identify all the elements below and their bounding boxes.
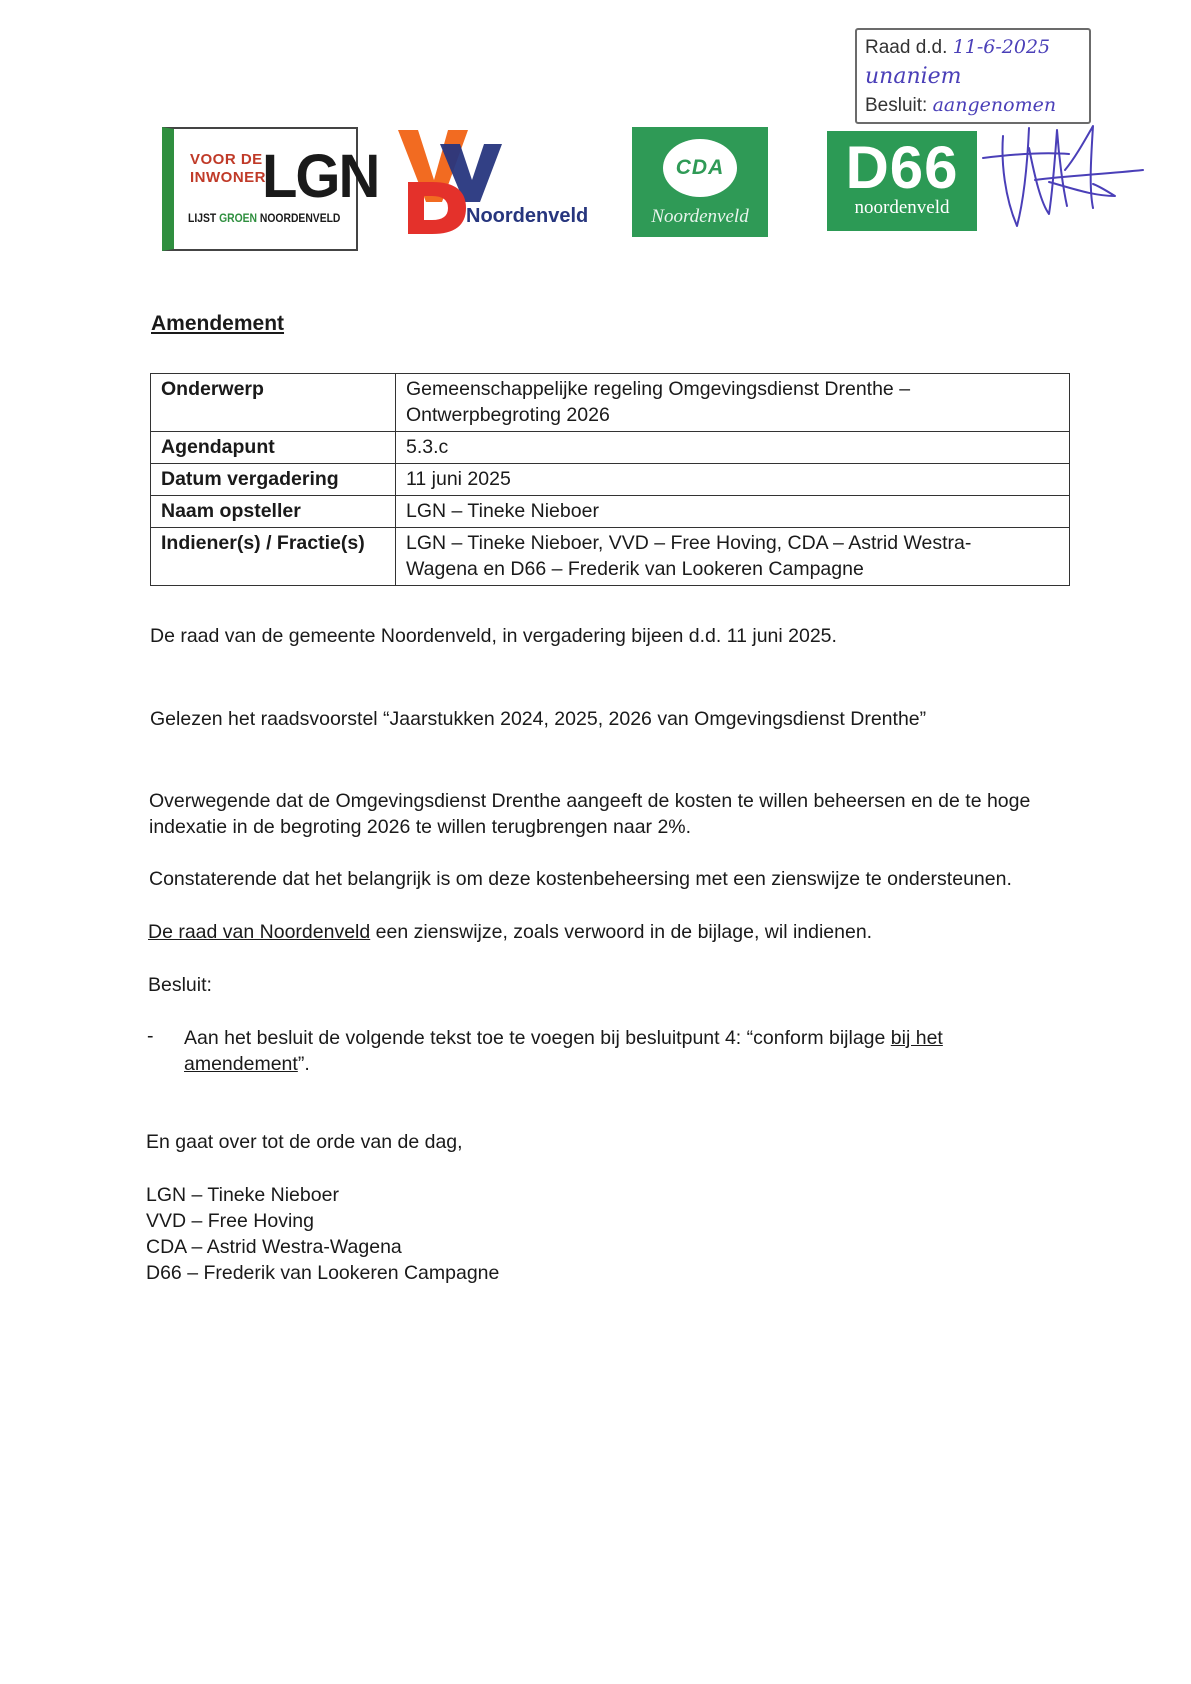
table-row — [151, 432, 1070, 464]
d66-logo — [827, 131, 977, 231]
gelezen-paragraph: Gelezen het raadsvoorstel “Jaarstukken 2024, 2025, 2026 van Omgevingsdienst Drenthe” — [150, 708, 927, 730]
table-value — [396, 374, 1070, 432]
stamp-besluit-label: Besluit: — [865, 95, 928, 116]
table-row — [151, 496, 1070, 528]
vvd-city: Noordenveld — [466, 205, 589, 227]
besluit-label: Besluit: — [148, 974, 212, 996]
lgn-logo — [162, 127, 379, 251]
intro-paragraph: De raad van de gemeente Noordenveld, in vergadering bijeen d.d. 11 juni 2025. — [150, 625, 837, 647]
lgn-tagline — [190, 151, 266, 187]
table-label: Onderwerp — [151, 374, 396, 432]
signatory: D66 – Frederik van Lookeren Campagne — [146, 1262, 500, 1284]
overwegende-line: Overwegende dat de Omgevingsdienst Drenthe aangeeft de kosten te willen beheersen en de te hoge — [149, 790, 1031, 812]
overwegende-line: indexatie in de begroting 2026 te willen terugbrengen naar 2%. — [149, 816, 692, 838]
lgn-subtitle — [188, 213, 340, 225]
besluit-bullet — [184, 1025, 943, 1077]
table-value: 5.3.c — [396, 432, 1070, 464]
besluit-bullet-line2 — [184, 1051, 943, 1077]
signatory: VVD – Free Hoving — [146, 1210, 314, 1232]
handwritten-signature — [975, 118, 1145, 233]
amendment-info-table — [150, 373, 1070, 586]
raad-rest: een zienswijze, zoals verwoord in de bijlage, wil indienen. — [370, 921, 873, 943]
stamp-besluit-value: aangenomen — [932, 94, 1057, 116]
bullet-dash: - — [147, 1025, 154, 1047]
closing-line: En gaat over tot de orde van de dag, — [146, 1131, 463, 1153]
lgn-sub-lijst: LIJST — [188, 213, 217, 225]
received-stamp — [855, 28, 1091, 124]
bullet-text: ”. — [297, 1053, 310, 1075]
bullet-underlined: amendement — [184, 1053, 298, 1075]
lgn-sub-noordenveld: NOORDENVELD — [259, 213, 341, 225]
constaterende-paragraph: Constaterende dat het belangrijk is om deze kostenbeheersing met een zienswijze te ondersteunen. — [149, 868, 1012, 890]
table-row — [151, 464, 1070, 496]
bullet-text: Aan het besluit de volgende tekst toe te voegen bij besluitpunt 4: “conform bijlage — [184, 1027, 891, 1049]
table-label: Naam opsteller — [151, 496, 396, 528]
signatories-list — [146, 1182, 499, 1286]
table-row — [151, 374, 1070, 432]
bullet-underlined: bij het — [890, 1027, 943, 1049]
table-value-line: Wagena en D66 – Frederik van Lookeren Campagne — [406, 558, 864, 580]
lgn-tagline-line1: VOOR DE — [190, 151, 263, 168]
document-heading: Amendement — [151, 312, 285, 335]
table-value-line: Ontwerpbegroting 2026 — [406, 404, 610, 426]
stamp-handwritten-note: unaniem — [865, 64, 962, 89]
table-value-line: LGN – Tineke Nieboer, VVD – Free Hoving, CDA – Astrid Westra- — [406, 532, 972, 554]
table-label: Indiener(s) / Fractie(s) — [151, 528, 396, 586]
lgn-name: LGN — [262, 142, 379, 211]
table-label: Agendapunt — [151, 432, 396, 464]
lgn-tagline-line2: INWONER — [190, 169, 266, 186]
table-value — [396, 528, 1070, 586]
signatory: LGN – Tineke Nieboer — [146, 1184, 339, 1206]
stamp-besluit-line — [865, 94, 1056, 117]
stamp-raad-date: 11-6-2025 — [952, 36, 1051, 58]
d66-city: noordenveld — [854, 197, 950, 218]
cda-logo — [632, 127, 768, 237]
table-label: Datum vergadering — [151, 464, 396, 496]
raad-underlined: De raad van Noordenveld — [148, 921, 371, 943]
besluit-bullet-line1 — [184, 1025, 943, 1051]
d66-name: D66 — [845, 134, 959, 201]
cda-city: Noordenveld — [651, 206, 749, 227]
table-value: 11 juni 2025 — [396, 464, 1070, 496]
raad-paragraph — [148, 919, 872, 945]
vvd-logo — [398, 128, 598, 238]
cda-emblem-circle — [663, 139, 737, 197]
table-value: LGN – Tineke Nieboer — [396, 496, 1070, 528]
stamp-raad-line — [865, 36, 1050, 59]
overwegende-paragraph — [149, 788, 1030, 840]
table-value-line: Gemeenschappelijke regeling Omgevingsdienst Drenthe – — [406, 378, 911, 400]
stamp-raad-label: Raad d.d. — [865, 37, 948, 58]
signatory: CDA – Astrid Westra-Wagena — [146, 1236, 402, 1258]
lgn-sub-groen: GROEN — [219, 213, 258, 225]
table-row — [151, 528, 1070, 586]
cda-name: CDA — [675, 156, 725, 179]
